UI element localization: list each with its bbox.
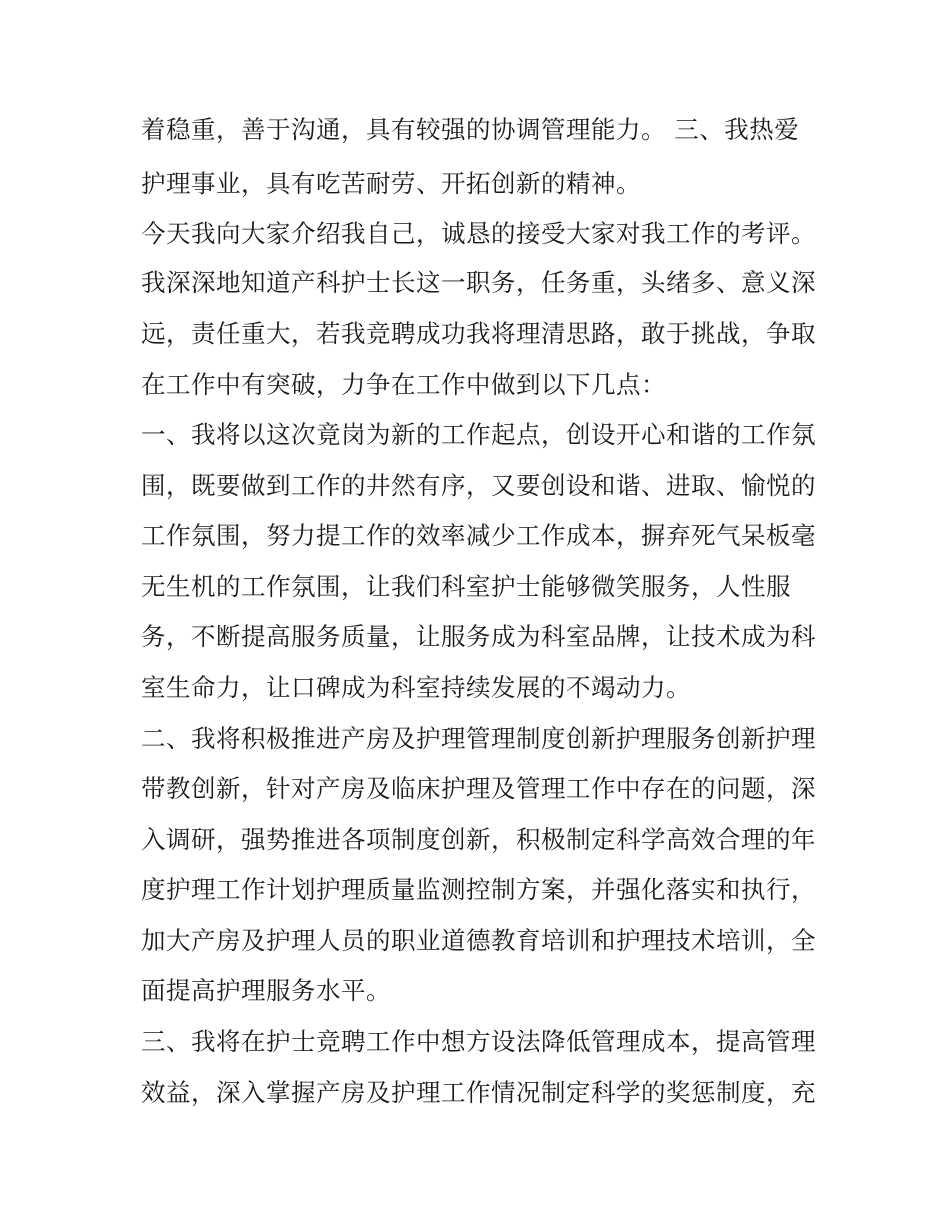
text-line: 工作氛围，努力提工作的效率减少工作成本，摒弃死气呆板毫 [141, 521, 816, 550]
text-line: 加大产房及护理人员的职业道德教育培训和护理技术培训，全 [141, 926, 816, 955]
text-line: 无生机的工作氛围，让我们科室护士能够微笑服务，人性服 [141, 572, 791, 601]
text-line: 度护理工作计划护理质量监测控制方案，并强化落实和执行， [141, 875, 816, 904]
text-line: 今天我向大家介绍我自己，诚恳的接受大家对我工作的考评。 [141, 219, 816, 248]
text-line: 室生命力，让口碑成为科室持续发展的不竭动力。 [141, 673, 691, 702]
text-line: 一、我将以这次竟岗为新的工作起点，创设开心和谐的工作氛 [141, 420, 816, 449]
text-line: 我深深地知道产科护士长这一职务，任务重，头绪多、意义深 [141, 268, 816, 297]
text-line: 务，不断提高服务质量，让服务成为科室品牌，让技术成为科 [141, 622, 816, 651]
text-line: 着稳重，善于沟通，具有较强的协调管理能力。 三、我热爱 [141, 115, 800, 144]
text-line: 远，责任重大，若我竞聘成功我将理清思路，敢于挑战，争取 [141, 319, 816, 348]
text-line: 围，既要做到工作的井然有序，又要创设和谐、进取、愉悦的 [141, 471, 816, 500]
text-line: 入调研，强势推进各项制度创新，积极制定科学高效合理的年 [141, 825, 816, 854]
text-line: 三、我将在护士竞聘工作中想方设法降低管理成本，提高管理 [141, 1027, 816, 1056]
text-line: 面提高护理服务水平。 [141, 976, 391, 1005]
text-line: 效益，深入掌握产房及护理工作情况制定科学的奖惩制度，充 [141, 1078, 816, 1107]
text-line: 护理事业，具有吃苦耐劳、开拓创新的精神。 [141, 169, 641, 198]
text-line: 带教创新，针对产房及临床护理及管理工作中存在的问题，深 [141, 774, 816, 803]
text-line: 二、我将积极推进产房及护理管理制度创新护理服务创新护理 [141, 724, 816, 753]
text-line: 在工作中有突破，力争在工作中做到以下几点： [141, 370, 666, 399]
